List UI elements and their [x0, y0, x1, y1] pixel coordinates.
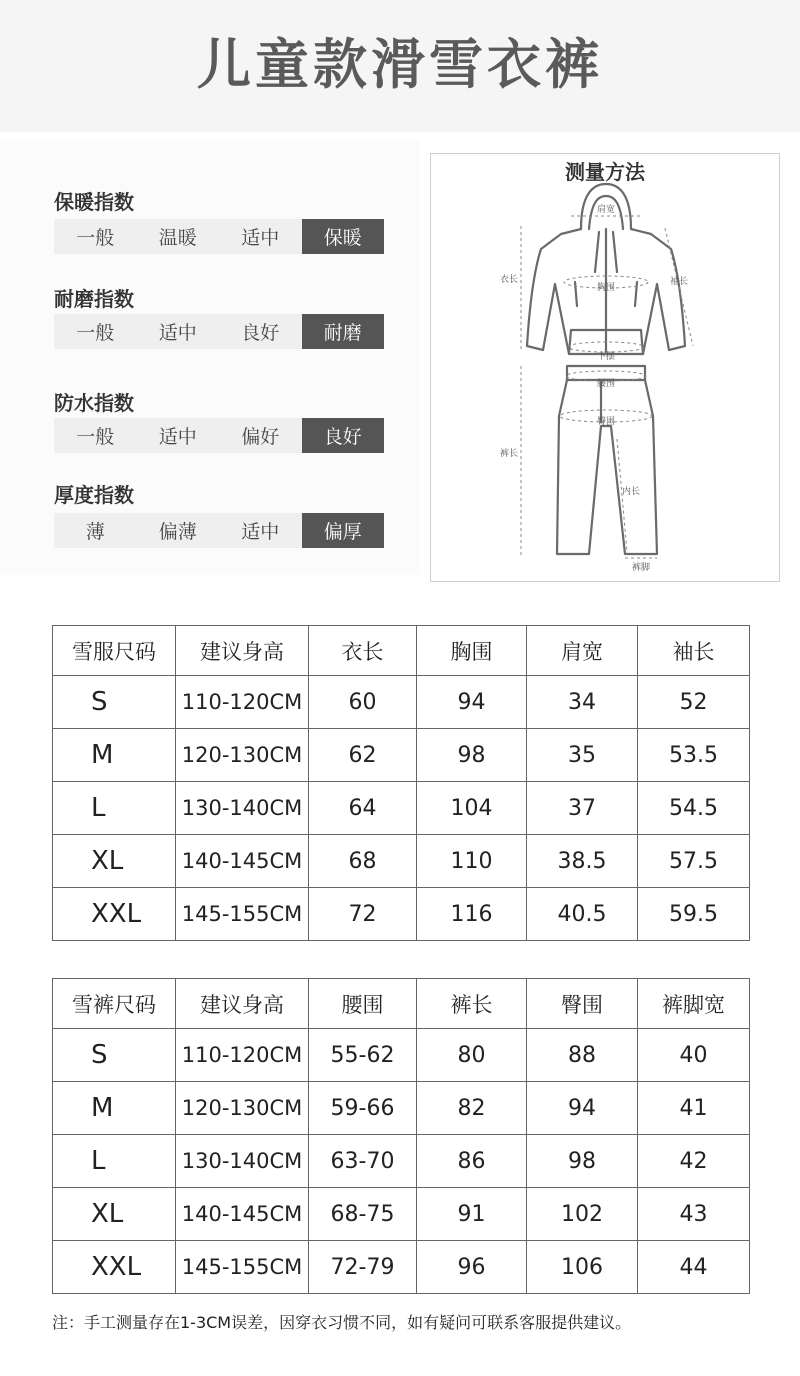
table-cell: 98 — [527, 1135, 638, 1188]
index-option: 薄 — [85, 521, 105, 543]
table-cell: 40.5 — [527, 888, 638, 941]
index-option: 良好 — [241, 322, 280, 344]
table-cell: 120-130CM — [176, 729, 309, 782]
table-cell: 88 — [527, 1029, 638, 1082]
index-scale — [54, 314, 384, 349]
index-option-selected: 良好 — [302, 418, 385, 453]
table-cell: 72-79 — [309, 1241, 417, 1294]
label-chest: 胸围 — [596, 283, 616, 293]
table-cell: 41 — [638, 1082, 750, 1135]
table-cell: 44 — [638, 1241, 750, 1294]
table-cell: 98 — [417, 729, 527, 782]
table-cell: 34 — [527, 676, 638, 729]
table-cell: 140-145CM — [176, 1188, 309, 1241]
column-header: 臀围 — [527, 979, 638, 1029]
table-row — [53, 1188, 750, 1241]
column-header: 袖长 — [638, 626, 750, 676]
column-header: 裤长 — [417, 979, 527, 1029]
column-header: 裤脚宽 — [638, 979, 750, 1029]
table-cell: 60 — [309, 676, 417, 729]
index-label: 耐磨指数 — [54, 287, 134, 311]
table-row — [53, 1135, 750, 1188]
measurement-diagram — [430, 153, 780, 582]
index-label: 防水指数 — [54, 391, 134, 415]
table-cell: 38.5 — [527, 835, 638, 888]
size-label: L — [53, 1135, 176, 1188]
table-cell: 68 — [309, 835, 417, 888]
size-label: L — [53, 782, 176, 835]
table-cell: 110-120CM — [176, 676, 309, 729]
table-row — [53, 676, 750, 729]
table-cell: 35 — [527, 729, 638, 782]
table-row — [53, 1029, 750, 1082]
table-cell: 40 — [638, 1029, 750, 1082]
column-header: 建议身高 — [176, 979, 309, 1029]
size-label: M — [53, 729, 176, 782]
table-cell: 145-155CM — [176, 1241, 309, 1294]
table-cell: 106 — [527, 1241, 638, 1294]
table-cell: 42 — [638, 1135, 750, 1188]
table-cell: 86 — [417, 1135, 527, 1188]
table-cell: 62 — [309, 729, 417, 782]
column-header: 雪服尺码 — [53, 626, 176, 676]
table-cell: 59-66 — [309, 1082, 417, 1135]
index-option: 适中 — [158, 426, 197, 448]
size-label: S — [53, 676, 176, 729]
index-option-selected: 保暖 — [302, 219, 385, 254]
table-row — [53, 888, 750, 941]
table-cell: 63-70 — [309, 1135, 417, 1188]
size-label: S — [53, 1029, 176, 1082]
table-cell: 140-145CM — [176, 835, 309, 888]
index-scale — [54, 513, 384, 548]
label-leg-opening: 裤脚 — [631, 563, 651, 573]
index-scale — [54, 418, 384, 453]
index-label: 厚度指数 — [54, 483, 134, 507]
label-waist: 腰围 — [596, 379, 616, 389]
table-cell: 82 — [417, 1082, 527, 1135]
size-label: XXL — [53, 888, 176, 941]
column-header: 建议身高 — [176, 626, 309, 676]
pants-table-header — [53, 979, 750, 1029]
table-cell: 96 — [417, 1241, 527, 1294]
table-row — [53, 1241, 750, 1294]
table-cell: 94 — [527, 1082, 638, 1135]
garment-illustration — [431, 154, 779, 581]
table-row — [53, 782, 750, 835]
index-option: 一般 — [76, 322, 115, 344]
index-option-selected: 耐磨 — [302, 314, 385, 349]
label-shoulder: 肩宽 — [596, 205, 616, 215]
size-label: XXL — [53, 1241, 176, 1294]
table-cell: 55-62 — [309, 1029, 417, 1082]
table-cell: 130-140CM — [176, 1135, 309, 1188]
index-option: 一般 — [76, 426, 115, 448]
table-cell: 104 — [417, 782, 527, 835]
table-cell: 57.5 — [638, 835, 750, 888]
table-cell: 59.5 — [638, 888, 750, 941]
table-cell: 130-140CM — [176, 782, 309, 835]
table-cell: 110-120CM — [176, 1029, 309, 1082]
label-hip: 臀围 — [596, 417, 616, 427]
table-cell: 52 — [638, 676, 750, 729]
table-cell: 102 — [527, 1188, 638, 1241]
table-cell: 54.5 — [638, 782, 750, 835]
pants-size-table — [52, 978, 750, 1294]
table-cell: 80 — [417, 1029, 527, 1082]
table-row — [53, 835, 750, 888]
column-header: 雪裤尺码 — [53, 979, 176, 1029]
jacket-size-table — [52, 625, 750, 941]
size-label: XL — [53, 1188, 176, 1241]
table-cell: 43 — [638, 1188, 750, 1241]
index-option: 温暖 — [158, 227, 197, 249]
label-sleeve: 袖长 — [669, 277, 689, 287]
index-option-selected: 偏厚 — [302, 513, 385, 548]
measurement-title: 测量方法 — [565, 160, 645, 184]
measurement-note: 注：手工测量存在1-3CM误差，因穿衣习惯不同，如有疑问可联系客服提供建议。 — [52, 1313, 632, 1332]
index-option: 适中 — [158, 322, 197, 344]
table-row — [53, 1082, 750, 1135]
table-cell: 110 — [417, 835, 527, 888]
column-header: 胸围 — [417, 626, 527, 676]
index-option: 偏薄 — [158, 521, 197, 543]
jacket-table-header — [53, 626, 750, 676]
table-cell: 72 — [309, 888, 417, 941]
table-cell: 120-130CM — [176, 1082, 309, 1135]
index-option: 适中 — [241, 227, 280, 249]
index-scale — [54, 219, 384, 254]
label-body-length: 衣长 — [499, 275, 519, 285]
label-hem: 下摆 — [596, 352, 616, 362]
column-header: 肩宽 — [527, 626, 638, 676]
size-label: XL — [53, 835, 176, 888]
index-option: 偏好 — [241, 426, 280, 448]
size-label: M — [53, 1082, 176, 1135]
table-cell: 94 — [417, 676, 527, 729]
page-title: 儿童款滑雪衣裤 — [197, 33, 603, 96]
index-label: 保暖指数 — [54, 190, 134, 214]
index-option: 适中 — [241, 521, 280, 543]
index-option: 一般 — [76, 227, 115, 249]
label-inseam: 内长 — [621, 487, 641, 497]
label-pant-length: 裤长 — [499, 449, 519, 459]
table-cell: 68-75 — [309, 1188, 417, 1241]
column-header: 腰围 — [309, 979, 417, 1029]
table-cell: 37 — [527, 782, 638, 835]
column-header: 衣长 — [309, 626, 417, 676]
table-cell: 64 — [309, 782, 417, 835]
table-cell: 53.5 — [638, 729, 750, 782]
table-cell: 116 — [417, 888, 527, 941]
table-cell: 145-155CM — [176, 888, 309, 941]
table-row — [53, 729, 750, 782]
table-cell: 91 — [417, 1188, 527, 1241]
